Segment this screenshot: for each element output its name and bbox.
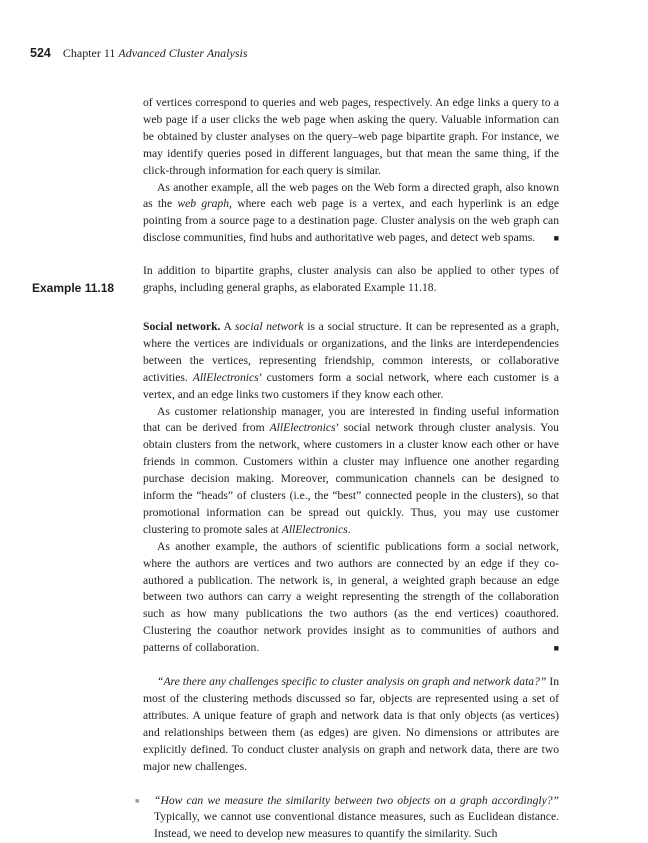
- term-web-graph: web graph: [177, 197, 230, 211]
- example-paragraph-3: As another example, the authors of scientific publications form a social network, where the authors are vertices and two authors are connected by an edge if they co-authored a publication. The network is, in general, a weighted graph because an edge between two authors can carry a weight representing the strength of the collaboration such as how many publications the two authors (as the end vertices) coauthored. Clustering the coauthor network provides insight as to communities of authors and patterns of collaboration. ■: [143, 539, 559, 657]
- bullet-item: [135, 793, 559, 843]
- body-text: [135, 95, 560, 843]
- question-quote: “Are there any challenges specific to cluster analysis on graph and network data?”: [157, 675, 547, 689]
- example-label: Example 11.18: [32, 281, 115, 295]
- end-of-example-mark: ■: [553, 643, 559, 654]
- running-header: [30, 46, 248, 61]
- end-of-example-mark: ■: [553, 233, 559, 244]
- bullet-question: “How can we measure the similarity between two objects on a graph accordingly?”: [154, 793, 559, 807]
- page-number: 524: [30, 46, 51, 60]
- paragraph-query-web: of vertices correspond to queries and web pages, respectively. An edge links a query to a web page if a user clicks the web page when asking the query. Valuable information can be obtained by cluster analyses on the query–web page bipartite graph. For instance, we may identify queries posed in different languages, but that mean the same thing, if the click-through information for each query is similar.: [143, 96, 559, 177]
- paragraph-bipartite: In addition to bipartite graphs, cluster analysis can also be applied to other types of graphs, including general graphs, as elaborated Example 11.18.: [143, 264, 559, 295]
- paragraph-challenges: “Are there any challenges specific to cluster analysis on graph and network data?” In most of the clustering methods discussed so far, objects are represented using a set of attributes. A unique feature of graph and network data is that only objects (as vertices) and relationships between them (as edges) are given. No dimensions or attributes are explicitly defined. To conduct cluster analysis on graph and network data, there are two major new challenges.: [143, 675, 560, 773]
- paragraph-web-graph: As another example, all the web pages on the Web form a directed graph, also known as the web graph, where each web page is a vertex, and each hyperlink is an edge pointing from a source page to a destination page. Cluster analysis on the web graph can disclose communities, find hubs and authoritative web pages, and detect web spams. ■: [143, 180, 559, 248]
- example-title: Social network.: [143, 319, 221, 333]
- example-paragraph-2: As customer relationship manager, you are interested in finding useful information that can be derived from AllElectronics’ social network through cluster analysis. You obtain clusters from the network, where customers in a cluster know each other or have friends in common. Customers within a cluster may influence one another regarding purchase decision making. Moreover, communication channels can be designed to inform the “heads” of clusters (i.e., the “best” connected people in the clusters), so that promotional information can be spread out quickly. Thus, you may use customer clustering to promote sales at AllElectronics.: [143, 404, 559, 536]
- chapter-label: Chapter 11: [62, 46, 116, 60]
- example-paragraph-1: Social network. A social network is a social structure. It can be represented as a graph, where the vertices are individuals or organizations, and the links are interdependencies between the vertices, representing friendship, common interests, or collaborative activities. AllElectronics’ customers form a social network, where each customer is a vertex, and an edge links two customers if they know each other.: [143, 319, 559, 401]
- chapter-title: Advanced Cluster Analysis: [118, 46, 248, 60]
- bullet-text: “How can we measure the similarity between two objects on a graph accordingly?” Typically, we cannot use conventional distance measures, such as Euclidean distance. Instead, we need to develop new measures to quantify the similarity. Such: [154, 793, 559, 841]
- bullet-icon: ■: [135, 796, 140, 805]
